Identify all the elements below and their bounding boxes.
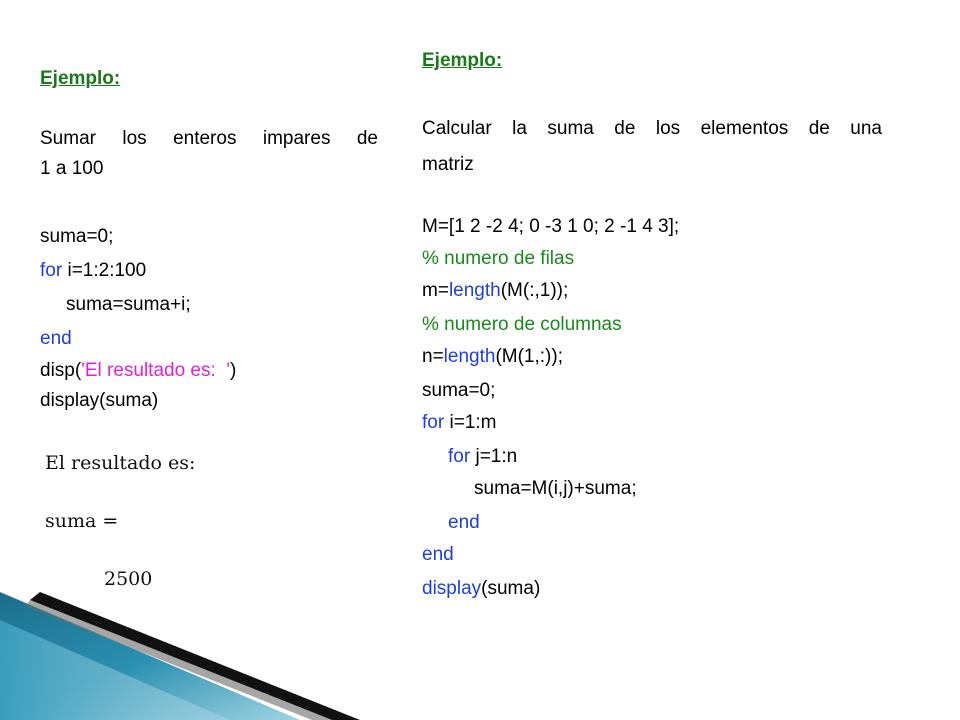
output-line-2: suma =	[45, 510, 119, 532]
left-code-line-5	[40, 360, 236, 382]
left-code-line-5-post: )	[229, 360, 237, 381]
left-code-line-2-rest: i=1:2:100	[62, 260, 147, 281]
right-prompt-line2: matriz	[422, 154, 474, 175]
left-heading: Ejemplo:	[40, 68, 121, 89]
right-code-comment-cols: % numero de columnas	[422, 314, 622, 335]
right-code-line-12-rest: (suma)	[481, 578, 541, 599]
keyword-for: for	[422, 412, 445, 433]
corner-teal-highlight	[0, 620, 230, 720]
right-code-comment-rows: % numero de filas	[422, 248, 575, 269]
output-line-1: El resultado es:	[45, 452, 196, 474]
right-prompt-line1: Calcular la suma de los elementos de una	[422, 118, 882, 139]
string-literal: 'El resultado es: '	[81, 360, 230, 381]
left-code-line-1: suma=0;	[40, 226, 114, 247]
corner-grey-shadow	[26, 600, 332, 720]
left-code-line-6: display(suma)	[40, 390, 159, 411]
corner-teal-wedge	[0, 592, 300, 720]
left-code-line-5-pre: disp(	[40, 360, 82, 381]
keyword-end: end	[448, 512, 480, 533]
right-heading: Ejemplo:	[422, 50, 503, 71]
left-prompt-line2: 1 a 100	[40, 158, 104, 179]
keyword-end: end	[40, 328, 72, 349]
left-prompt-line1: Sumar los enteros impares de	[40, 128, 378, 149]
right-code-line-5-post: (M(1,:));	[495, 346, 563, 367]
keyword-for: for	[40, 260, 63, 281]
right-code-line-5	[422, 346, 563, 368]
corner-black-stroke	[30, 592, 360, 720]
left-code-line-3: suma=suma+i;	[66, 294, 191, 315]
right-code-line-7	[422, 412, 496, 434]
right-code-line-12	[422, 578, 540, 600]
right-code-line-8-rest: j=1:n	[470, 446, 518, 467]
output-value: 2500	[104, 568, 153, 590]
left-code-line-4	[40, 328, 72, 350]
keyword-for: for	[448, 446, 471, 467]
right-code-line-7-rest: i=1:m	[444, 412, 497, 433]
right-code-line-3-pre: m=	[422, 280, 449, 301]
right-code-line-1: M=[1 2 -2 4; 0 -3 1 0; 2 -1 4 3];	[422, 216, 680, 237]
keyword-length: length	[443, 346, 496, 367]
right-code-line-3-post: (M(:,1));	[500, 280, 569, 301]
right-code-line-10	[448, 512, 480, 534]
keyword-length: length	[448, 280, 501, 301]
keyword-display: display	[422, 578, 482, 599]
left-code-line-2	[40, 260, 146, 282]
right-code-line-8	[448, 446, 517, 468]
right-code-line-3	[422, 280, 568, 302]
right-code-line-6: suma=0;	[422, 380, 496, 401]
right-code-line-11	[422, 544, 454, 566]
right-code-line-5-pre: n=	[422, 346, 444, 367]
right-code-line-9: suma=M(i,j)+suma;	[474, 478, 637, 499]
keyword-end: end	[422, 544, 454, 565]
